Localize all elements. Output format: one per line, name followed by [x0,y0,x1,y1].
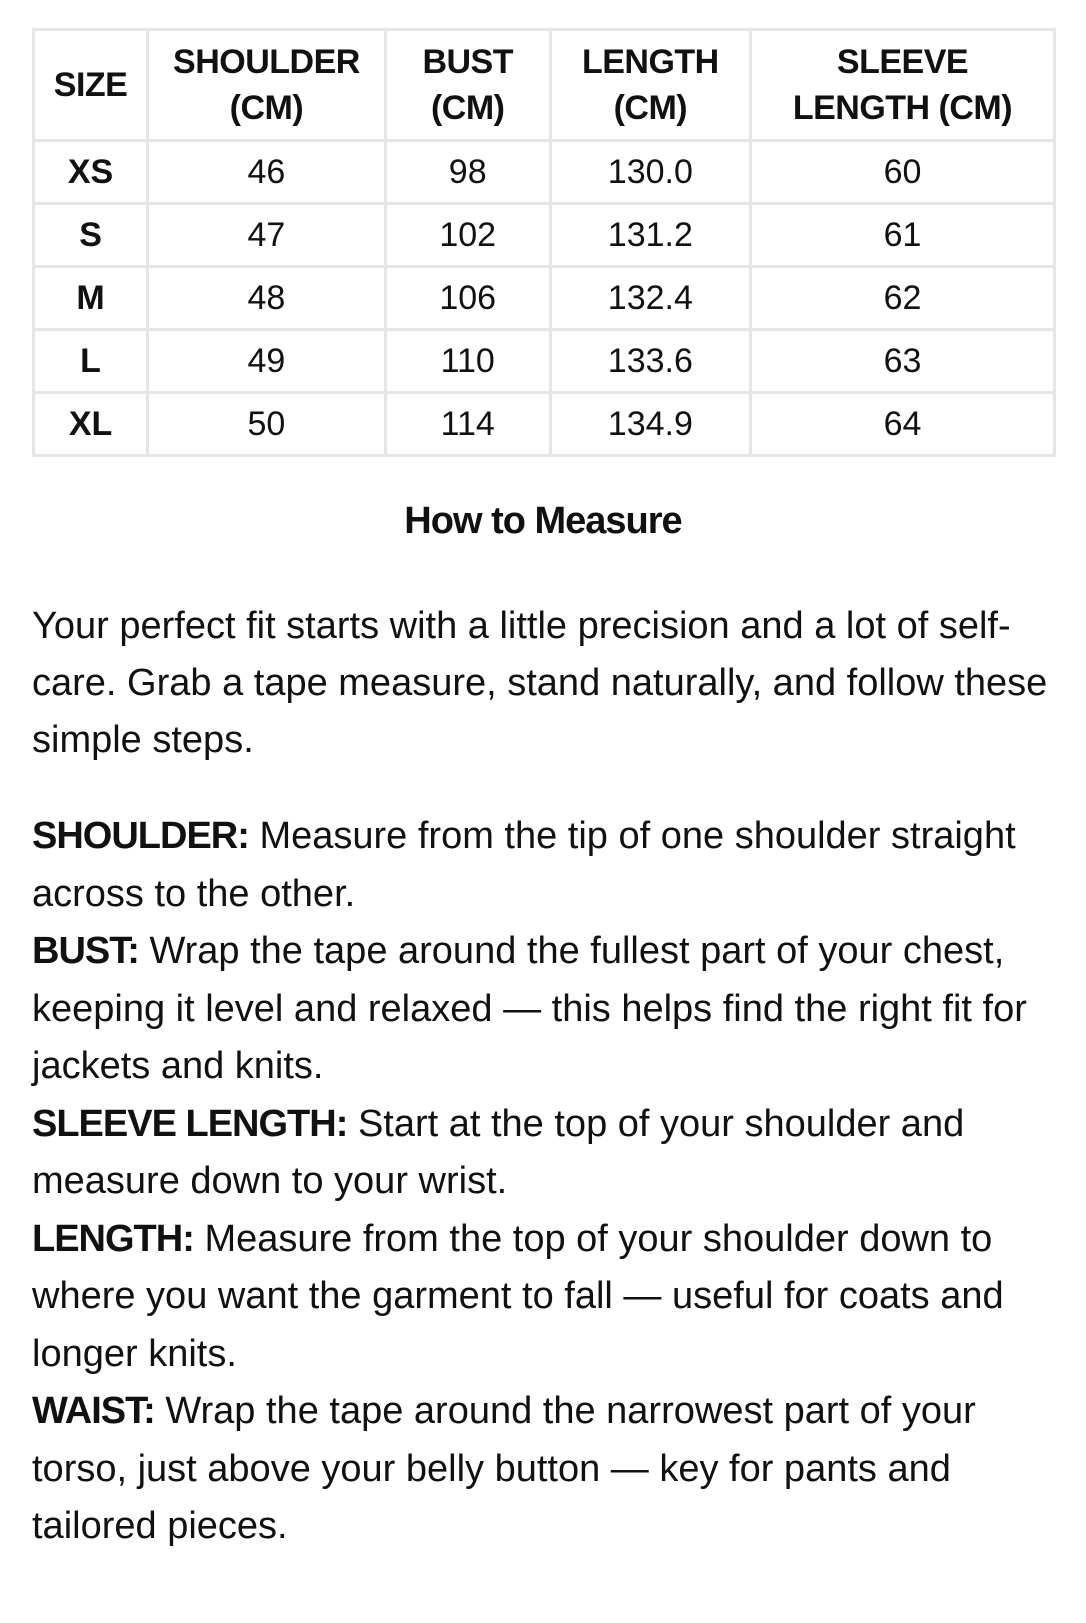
guide-term: SLEEVE LENGTH: [32,1102,348,1145]
sleeve-length-cell: 62 [750,267,1054,330]
guide-item-waist [32,1383,1072,1556]
length-cell: 132.4 [550,267,750,330]
header-length-line-1: LENGTH [581,43,719,81]
measure-guide [32,808,1072,1556]
size-cell: M [34,267,148,330]
size-cell: S [34,204,148,267]
header-sleeve-length [750,30,1054,141]
length-cell: 131.2 [550,204,750,267]
size-chart-table [32,28,1056,457]
guide-term: WAIST: [32,1390,155,1432]
header-shoulder [148,30,386,141]
size-cell: XS [34,141,148,204]
table-row [34,267,1055,330]
header-size-line-1: SIZE [53,66,128,104]
sleeve-length-cell: 63 [750,330,1054,393]
table-row [34,330,1055,393]
header-shoulder-line-1: SHOULDER [173,43,360,81]
guide-item-sleeve-length [32,1096,1072,1211]
header-row [34,30,1055,141]
bust-cell: 98 [385,141,550,204]
sleeve-length-cell: 60 [750,141,1054,204]
size-cell: L [34,330,148,393]
guide-text: Measure from the top of your shoulder down to where you want the garment to fall — useful for coats and longer knits. [32,1217,1004,1375]
size-cell: XL [34,393,148,456]
guide-term: SHOULDER: [32,815,249,857]
guide-item-bust [32,923,1072,1096]
bust-cell: 114 [385,393,550,456]
shoulder-cell: 48 [148,267,386,330]
bust-cell: 106 [385,267,550,330]
table-row [34,204,1055,267]
header-bust-line-1: BUST [422,43,513,81]
bust-cell: 102 [385,204,550,267]
sleeve-length-cell: 64 [750,393,1054,456]
length-cell: 133.6 [550,330,750,393]
guide-item-length [32,1211,1072,1384]
table-row [34,141,1055,204]
header-sleeve-line-2: LENGTH (CM) [792,89,1013,127]
header-size [34,30,148,141]
header-bust [385,30,550,141]
length-cell: 134.9 [550,393,750,456]
guide-text: Wrap the tape around the fullest part of your chest, keeping it level and relaxed — this helps find the right fit for jackets and knits. [32,930,1027,1087]
size-chart-body [34,141,1055,456]
header-length [550,30,750,141]
guide-item-shoulder [32,808,1072,923]
size-chart-header [34,30,1055,141]
header-sleeve-line-1: SLEEVE [836,43,969,81]
shoulder-cell: 47 [148,204,386,267]
shoulder-cell: 49 [148,330,386,393]
header-length-line-2: (CM) [613,89,688,127]
header-bust-line-2: (CM) [430,89,505,127]
intro-paragraph: Your perfect fit starts with a little precision and a lot of self-care. Grab a tape measure, stand naturally, and follow these simple steps. [32,605,1048,761]
header-shoulder-line-2: (CM) [229,89,304,127]
section-title: How to Measure [404,500,682,542]
shoulder-cell: 50 [148,393,386,456]
guide-text: Start at the top of your shoulder and measure down to your wrist. [32,1102,965,1202]
guide-term: BUST: [32,930,139,972]
bust-cell: 110 [385,330,550,393]
guide-text: Wrap the tape around the narrowest part of your torso, just above your belly button — key for pants and tailored pieces. [32,1390,976,1547]
guide-term: LENGTH: [32,1217,194,1260]
guide-text: Measure from the tip of one shoulder straight across to the other. [32,815,1016,915]
shoulder-cell: 46 [148,141,386,204]
table-row [34,393,1055,456]
sleeve-length-cell: 61 [750,204,1054,267]
length-cell: 130.0 [550,141,750,204]
